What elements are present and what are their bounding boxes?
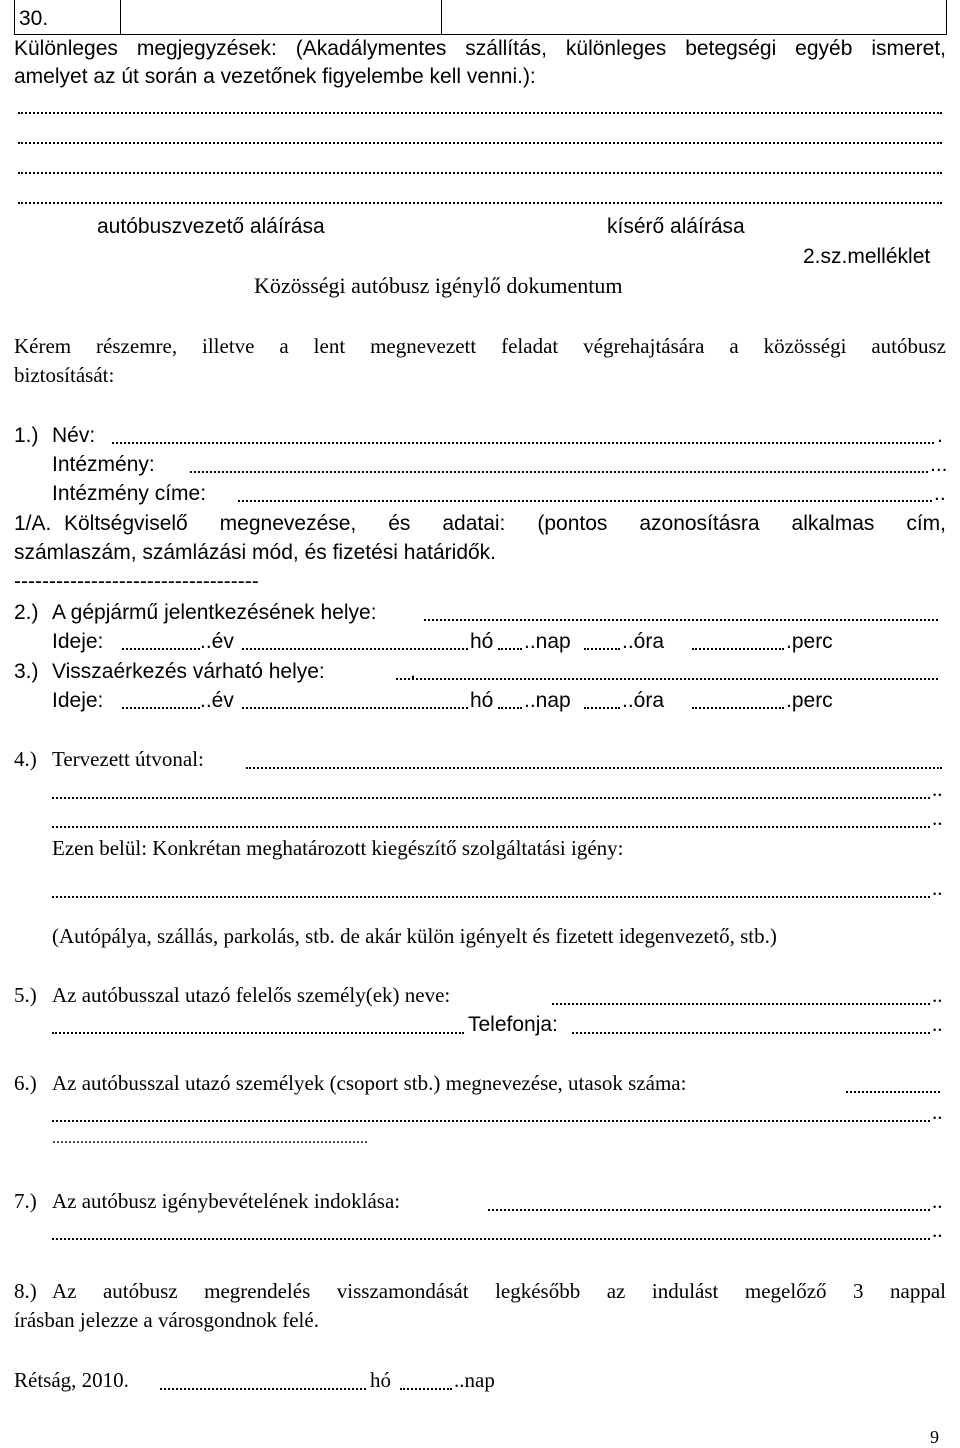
institution-address-field-end: .. <box>934 482 946 505</box>
place-date: Rétság, 2010. <box>14 1368 129 1392</box>
institution-address-field[interactable] <box>238 500 932 502</box>
institution-field-end: ... <box>930 453 948 476</box>
phone-field-end: .. <box>932 1012 943 1036</box>
date-day-field[interactable] <box>400 1388 452 1390</box>
return-hour-field[interactable] <box>584 707 620 709</box>
extra-services-example: (Autópálya, szállás, parkolás, stb. de akár külön igényelt és fizetett idegenvezető, stb.) <box>52 924 777 948</box>
return-place-label: Visszaérkezés várható helye: <box>52 660 325 683</box>
annex-label: 2.sz.melléklet <box>803 245 931 268</box>
responsible-person-label: Az autóbusszal utazó felelős személy(ek) neve: <box>52 983 451 1007</box>
date-day-unit: ..nap <box>454 1368 495 1392</box>
justification-field-2[interactable] <box>52 1238 930 1240</box>
cost-bearer-dashes: ----------------------------------- <box>14 570 259 593</box>
notes-dotted-line-2 <box>18 142 942 144</box>
item4-number: 4.) <box>14 747 37 771</box>
route-field-2[interactable] <box>52 797 930 799</box>
pickup-time-label: Ideje: <box>52 630 104 653</box>
cost-bearer-line-2: számlaszám, számlázási mód, és fizetési határidők. <box>14 541 497 564</box>
pickup-place-label: A gépjármű jelentkezésének helye: <box>52 601 377 624</box>
justification-field-end: .. <box>932 1189 943 1213</box>
driver-signature-label: autóbuszvezető aláírása <box>97 215 325 238</box>
justification-label: Az autóbusz igénybevételének indoklása: <box>52 1189 401 1213</box>
item1a-number: 1/A. <box>14 512 52 535</box>
cancellation-line-1: Az autóbusz megrendelés visszamondását legkésőbb az indulást megelőző 3 nappal <box>52 1279 946 1303</box>
notes-dotted-line-4 <box>18 202 942 204</box>
page-number: 9 <box>930 1427 939 1447</box>
route-field-3[interactable] <box>52 826 930 828</box>
phone-label: Telefonja: <box>468 1013 558 1036</box>
return-year-unit: ..év <box>200 689 234 712</box>
passengers-field-3[interactable]: ............................................................................... <box>52 1130 368 1147</box>
pickup-minute-unit: .perc <box>786 630 833 653</box>
document-title: Közösségi autóbusz igénylő dokumentum <box>254 273 623 298</box>
item3-number: 3.) <box>14 660 39 683</box>
return-day-field[interactable] <box>498 707 522 709</box>
date-month-field[interactable] <box>160 1388 366 1390</box>
escort-signature-label: kísérő aláírása <box>607 215 745 238</box>
pickup-place-field[interactable] <box>424 619 938 621</box>
passengers-field-2-end: .. <box>932 1100 943 1124</box>
pickup-minute-field[interactable] <box>692 648 784 650</box>
pickup-month-field[interactable] <box>242 648 468 650</box>
pickup-month-unit: hó <box>470 630 494 653</box>
responsible-person-field-end: .. <box>932 983 943 1007</box>
pickup-year-field[interactable] <box>122 648 200 650</box>
passengers-field-2[interactable] <box>52 1120 930 1122</box>
item1-number: 1.) <box>14 424 39 447</box>
return-minute-unit: .perc <box>786 689 833 712</box>
return-month-field[interactable] <box>242 707 468 709</box>
phone-field[interactable] <box>572 1032 930 1034</box>
item2-number: 2.) <box>14 601 39 624</box>
institution-address-label: Intézmény címe: <box>52 482 207 505</box>
return-year-field[interactable] <box>122 707 200 709</box>
return-time-label: Ideje: <box>52 689 104 712</box>
justification-field-2-end: .. <box>932 1218 943 1242</box>
notes-dotted-line-3 <box>18 172 942 174</box>
name-field-end: . <box>937 424 943 447</box>
return-place-start: . <box>410 660 416 683</box>
pickup-hour-field[interactable] <box>584 648 620 650</box>
route-field-1[interactable] <box>246 767 942 769</box>
item5-number: 5.) <box>14 983 37 1007</box>
intro-line-2: biztosítását: <box>14 363 115 387</box>
return-hour-unit: ..óra <box>622 689 665 712</box>
name-field[interactable] <box>112 442 934 444</box>
extra-services-field[interactable] <box>52 896 930 898</box>
return-minute-field[interactable] <box>692 707 784 709</box>
route-field-2-end: .. <box>932 777 943 801</box>
responsible-person-field-2[interactable] <box>52 1032 464 1034</box>
institution-field[interactable] <box>190 471 928 473</box>
notes-line-1: Különleges megjegyzések: (Akadálymentes szállítás, különleges betegségi egyéb ismeret, <box>14 37 946 60</box>
justification-field[interactable] <box>488 1209 930 1211</box>
institution-label: Intézmény: <box>52 453 155 476</box>
header-cell-blank <box>119 0 442 35</box>
pickup-day-field[interactable] <box>498 648 522 650</box>
date-month-unit: hó <box>370 1368 391 1392</box>
name-label: Név: <box>52 424 96 447</box>
item7-number: 7.) <box>14 1189 37 1213</box>
return-place-field[interactable] <box>396 678 938 680</box>
return-day-unit: ..nap <box>524 689 571 712</box>
route-field-3-end: .. <box>932 806 943 830</box>
item8-number: 8.) <box>14 1279 37 1303</box>
cancellation-line-2: írásban jelezze a városgondnok felé. <box>14 1308 319 1332</box>
route-label: Tervezett útvonal: <box>52 747 204 771</box>
pickup-day-unit: ..nap <box>524 630 571 653</box>
cost-bearer-line-1: Költségviselő megnevezése, és adatai: (pontos azonosításra alkalmas cím, <box>64 512 946 535</box>
passengers-field[interactable] <box>846 1091 940 1093</box>
extra-services-field-end: .. <box>932 876 943 900</box>
responsible-person-field[interactable] <box>552 1003 930 1005</box>
notes-dotted-line-1 <box>18 112 942 114</box>
return-month-unit: hó <box>470 689 494 712</box>
pickup-hour-unit: ..óra <box>622 630 665 653</box>
notes-line-2: amelyet az út során a vezetőnek figyelembe kell venni.): <box>14 65 536 88</box>
extra-services-label: Ezen belül: Konkrétan meghatározott kiegészítő szolgáltatási igény: <box>52 836 624 860</box>
header-number: 30. <box>19 7 49 30</box>
intro-line-1: Kérem részemre, illetve a lent megnevezett feladat végrehajtására a közösségi autóbusz <box>14 334 946 358</box>
item6-number: 6.) <box>14 1071 37 1095</box>
pickup-year-unit: ..év <box>200 630 234 653</box>
header-cell-right <box>441 0 947 35</box>
passengers-label: Az autóbusszal utazó személyek (csoport stb.) megnevezése, utasok száma: <box>52 1071 687 1095</box>
